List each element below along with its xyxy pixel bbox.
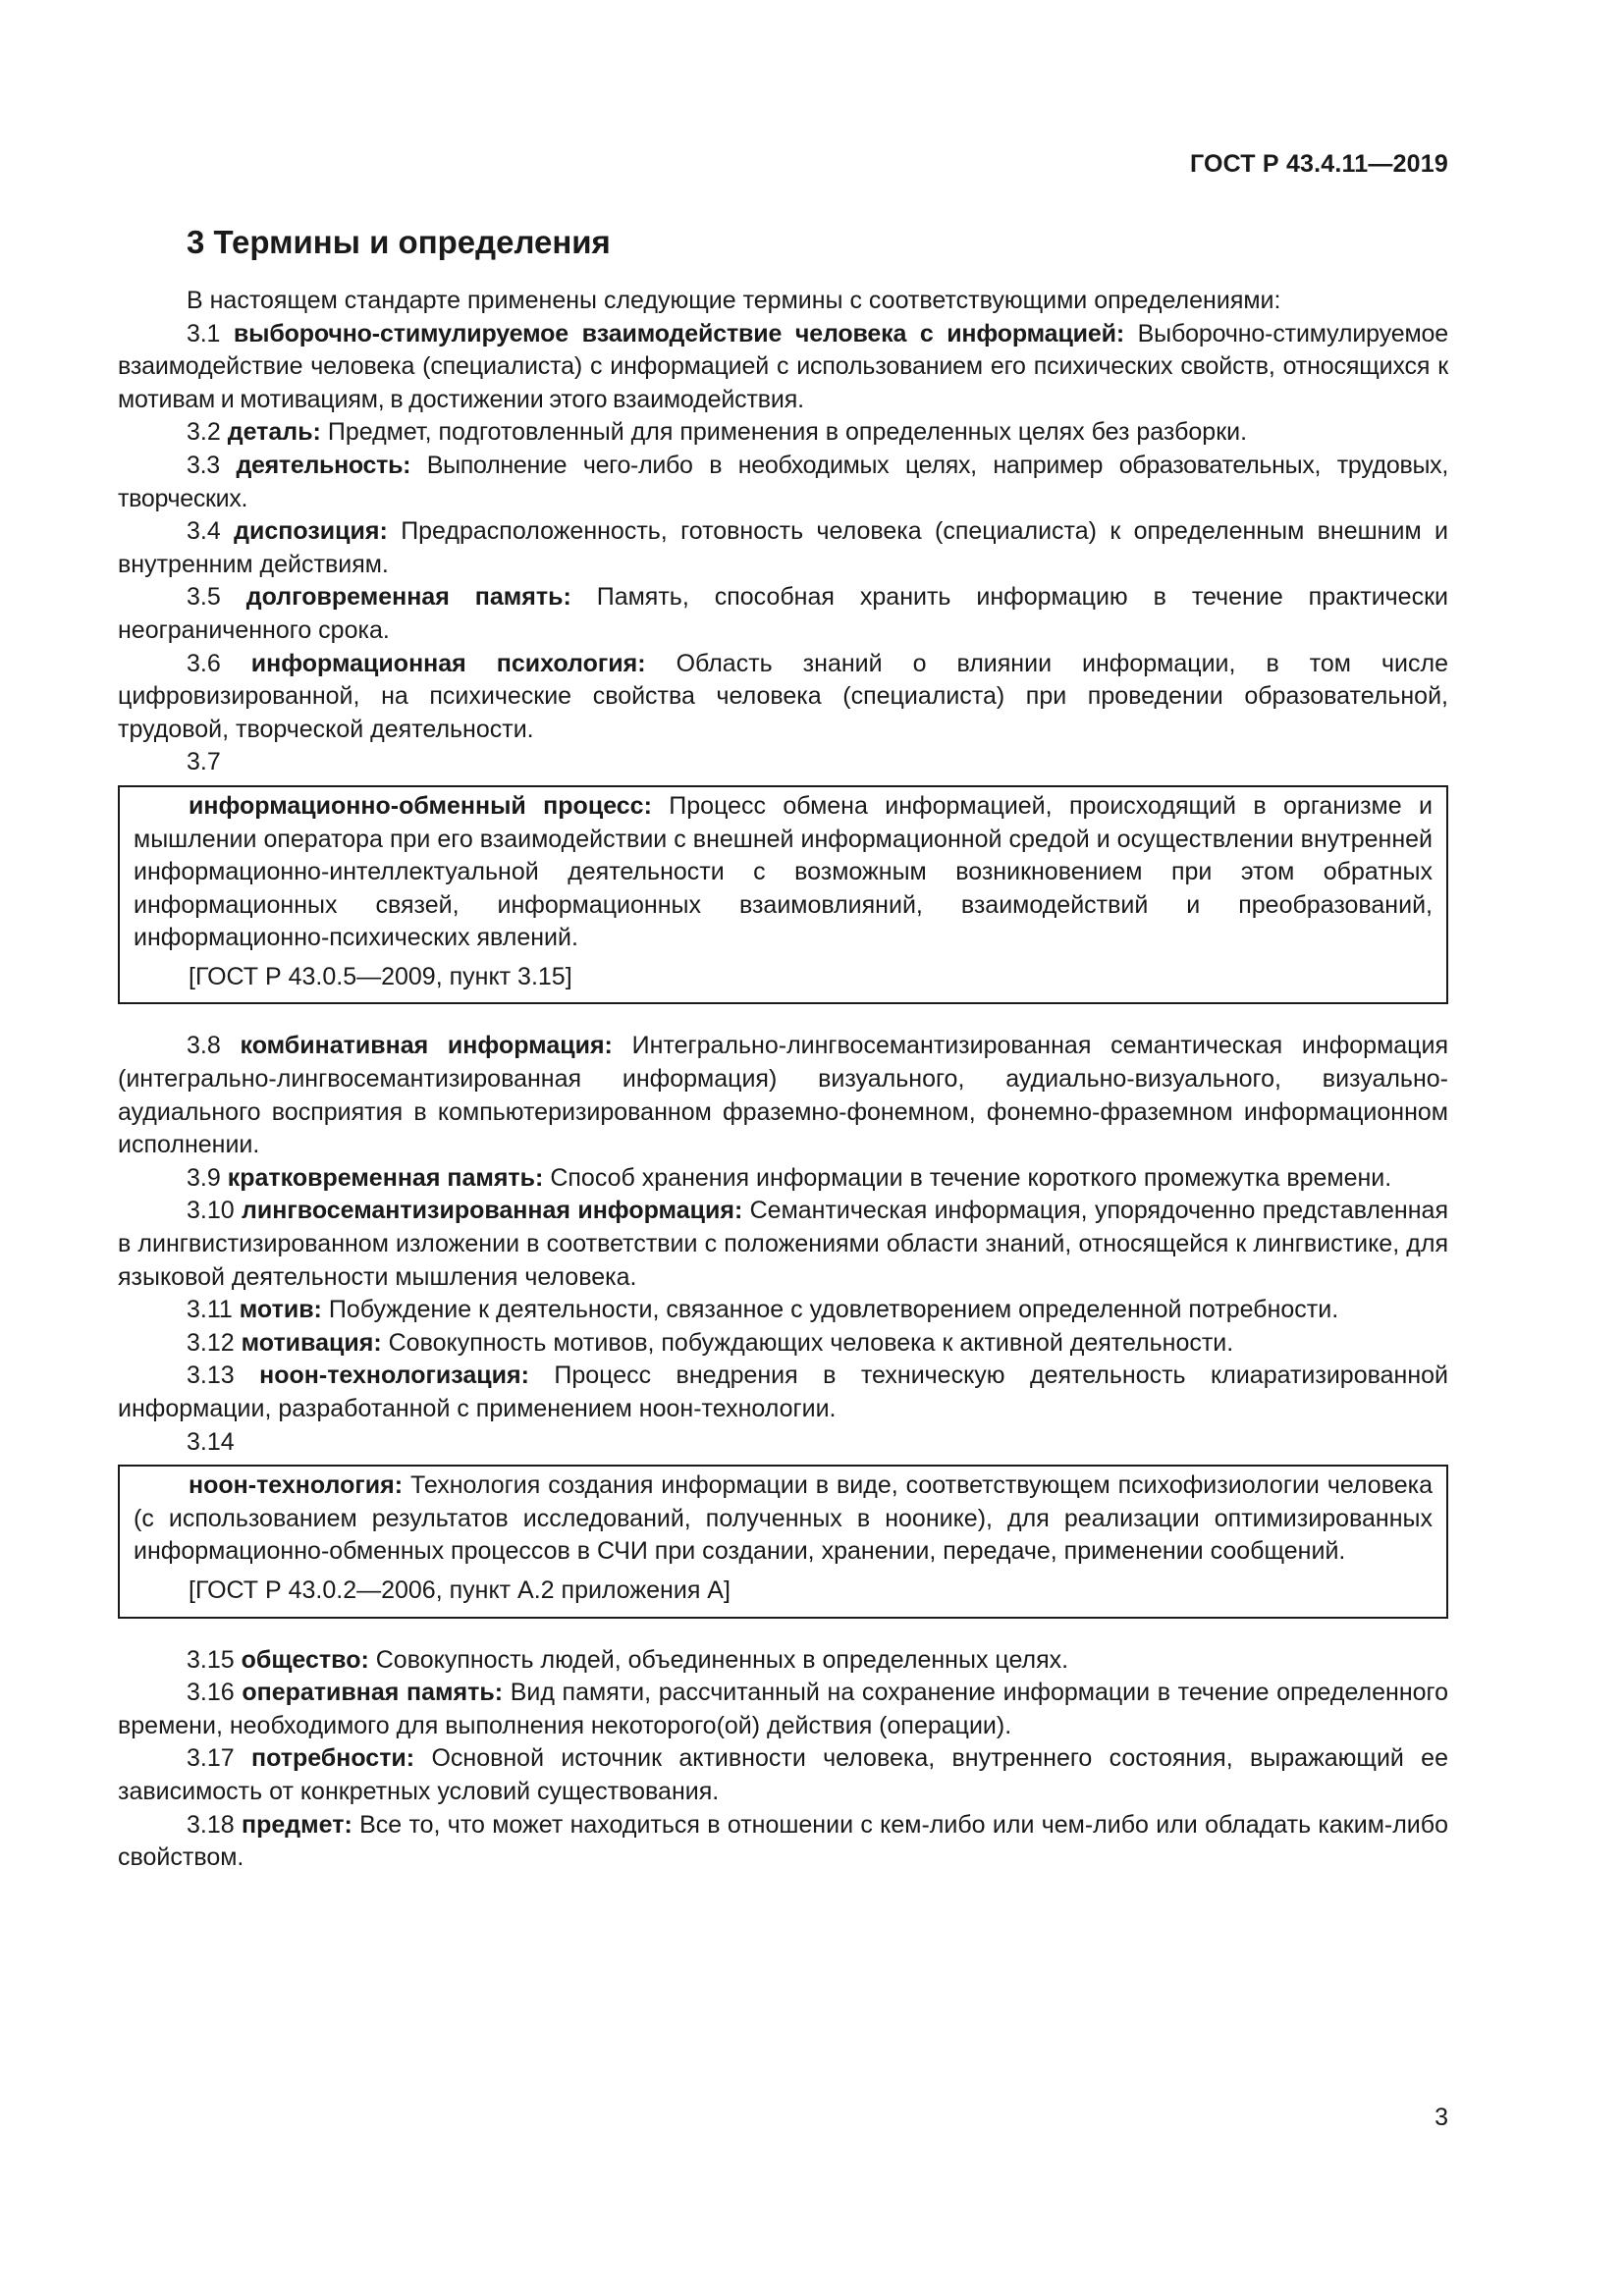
- term-name: предмет:: [241, 1810, 352, 1839]
- term-number: 3.9: [187, 1163, 221, 1192]
- term-definition: Предрасположенность, готовность человека (специалиста) к определенным внешним и внутренним действиям.: [118, 517, 1448, 578]
- term-name: информационно-обменный процесс:: [189, 791, 652, 820]
- quoted-term-box-3-7: [118, 785, 1448, 1005]
- term-3-5: [118, 581, 1448, 647]
- term-3-12: [118, 1327, 1448, 1361]
- term-definition: Процесс обмена информацией, происходящий в организме и мышлении оператора при его взаимодействии с внешней информационной средой и осуществлении внутренней информационно-интеллектуальной деятельности с возможным возникновением при этом обратных информационных связей, информационных взаимовлияний, взаимодействий и преобразований, информационно-психических явлений.: [134, 791, 1433, 952]
- term-definition: Побуждение к деятельности, связанное с удовлетворением определенной потребности.: [328, 1296, 1339, 1324]
- term-name: диспозиция:: [234, 517, 388, 546]
- term-definition: Семантическая информация, упорядоченно представленная в лингвистизированном изложении в соответствии с положениями области знаний, относящейся к лингвистике, для языковой деятельности мышления человека.: [118, 1197, 1448, 1291]
- term-definition: Вид памяти, рассчитанный на сохранение информации в течение определенного времени, необходимого для выполнения некоторого(ой) действия (операции).: [118, 1679, 1448, 1739]
- term-3-7: [134, 790, 1433, 955]
- term-source-reference: [ГОСТ Р 43.0.2—2006, пункт А.2 приложения А]: [189, 1575, 731, 1604]
- term-definition: Совокупность мотивов, побуждающих человека к активной деятельности.: [388, 1328, 1234, 1357]
- term-name: долговременная память:: [245, 583, 571, 612]
- term-3-1: [118, 318, 1448, 417]
- term-number: 3.4: [187, 517, 221, 546]
- term-3-3: [118, 450, 1448, 515]
- term-definition: Основной источник активности человека, внутреннего состояния, выражающий ее зависимость от конкретных условий существования.: [118, 1744, 1448, 1805]
- term-number: 3.12: [187, 1328, 235, 1357]
- term-definition: Все то, что может находиться в отношении с кем-либо или чем-либо или обладать каким-либо свойством.: [118, 1810, 1448, 1872]
- term-definition: Процесс внедрения в техническую деятельность клиаратизированной информации, разработанной с применением ноон-технологии.: [118, 1362, 1448, 1422]
- term-name: комбинативная информация:: [240, 1032, 613, 1060]
- term-3-10: [118, 1195, 1448, 1294]
- term-3-14-number: 3.14: [187, 1427, 235, 1456]
- term-3-6: [118, 648, 1448, 747]
- quoted-term-box-3-14: [118, 1465, 1448, 1618]
- term-name: лингвосемантизированная информация:: [242, 1197, 743, 1225]
- term-number: 3.15: [187, 1645, 235, 1674]
- term-number: 3.1: [187, 319, 221, 347]
- term-name: оперативная память:: [242, 1679, 504, 1707]
- term-3-15: [118, 1644, 1448, 1678]
- term-3-2: [118, 416, 1448, 450]
- term-name: мотивация:: [241, 1328, 382, 1357]
- term-definition: Память, способная хранить информацию в течение практически неограниченного срока.: [118, 583, 1448, 644]
- term-name: выборочно-стимулируемое взаимодействие человека с информацией:: [233, 319, 1125, 347]
- page-number: 3: [1435, 2104, 1448, 2131]
- term-3-18: [118, 1809, 1448, 1875]
- term-number: 3.11: [187, 1296, 233, 1324]
- term-number: 3.17: [187, 1744, 235, 1773]
- term-3-8: [118, 1030, 1448, 1161]
- term-definition: Выполнение чего-либо в необходимых целях, например образовательных, трудовых, творческих.: [118, 451, 1448, 512]
- term-definition: Интегрально-лингвосемантизированная семантическая информация (интегрально-лингвосемантизированная информация) визуального, аудиально-визуального, визуально-аудиального восприятия в компьютеризированном фраземно-фонемном, фонемно-фраземном информационном исполнении.: [118, 1032, 1448, 1159]
- term-number: 3.2: [187, 418, 221, 447]
- terms-body: [118, 285, 1448, 1875]
- term-source-reference: [ГОСТ Р 43.0.5—2009, пункт 3.15]: [189, 962, 572, 990]
- term-3-16: [118, 1677, 1448, 1742]
- term-name: деятельность:: [236, 451, 411, 479]
- term-3-4: [118, 515, 1448, 581]
- term-number: 3.16: [187, 1679, 235, 1707]
- term-number: 3.5: [187, 583, 221, 612]
- term-number: 3.6: [187, 649, 221, 677]
- term-name: мотив:: [239, 1296, 322, 1324]
- term-name: ноон-технология:: [189, 1471, 404, 1500]
- term-name: деталь:: [227, 418, 321, 447]
- term-number: 3.3: [187, 451, 220, 479]
- term-definition: Предмет, подготовленный для применения в определенных целях без разборки.: [327, 418, 1248, 447]
- term-3-14: [134, 1469, 1433, 1569]
- term-number: 3.8: [187, 1032, 221, 1060]
- term-number: 3.10: [187, 1197, 235, 1225]
- term-number: 3.18: [187, 1810, 235, 1839]
- term-name: ноон-технологизация:: [259, 1362, 529, 1390]
- term-3-17: [118, 1742, 1448, 1808]
- term-name: потребности:: [250, 1744, 415, 1773]
- standard-code-header: ГОСТ Р 43.4.11—2019: [1189, 150, 1448, 178]
- term-number: 3.13: [187, 1362, 235, 1390]
- term-definition: Совокупность людей, объединенных в определенных целях.: [375, 1645, 1069, 1674]
- term-3-7-number: 3.7: [187, 748, 221, 776]
- term-3-9: [118, 1162, 1448, 1196]
- term-definition: Технология создания информации в виде, соответствующем психофизиологии человека (с использованием результатов исследований, полученных в ноонике), для реализации оптимизированных информационно-обменных процессов в СЧИ при создании, хранении, передаче, применении сообщений.: [134, 1471, 1433, 1566]
- term-definition: Выборочно-стимулируемое взаимодействие человека (специалиста) с информацией с использованием его психических свойств, относящихся к мотивам и мотивациям, в достижении этого взаимодействия.: [118, 319, 1449, 413]
- intro-paragraph: В настоящем стандарте применены следующие термины с соответствующими определениями:: [187, 287, 1281, 314]
- section-title: 3 Термины и определения: [187, 224, 611, 260]
- term-name: общество:: [241, 1645, 369, 1674]
- term-3-11: [118, 1294, 1448, 1327]
- term-3-13: [118, 1360, 1448, 1425]
- term-definition: Область знаний о влиянии информации, в том числе цифровизированной, на психические свойства человека (специалиста) при проведении образовательной, трудовой, творческой деятельности.: [118, 649, 1448, 743]
- term-definition: Способ хранения информации в течение короткого промежутка времени.: [550, 1163, 1392, 1192]
- term-name: информационная психология:: [250, 649, 646, 677]
- term-name: кратковременная память:: [227, 1163, 544, 1192]
